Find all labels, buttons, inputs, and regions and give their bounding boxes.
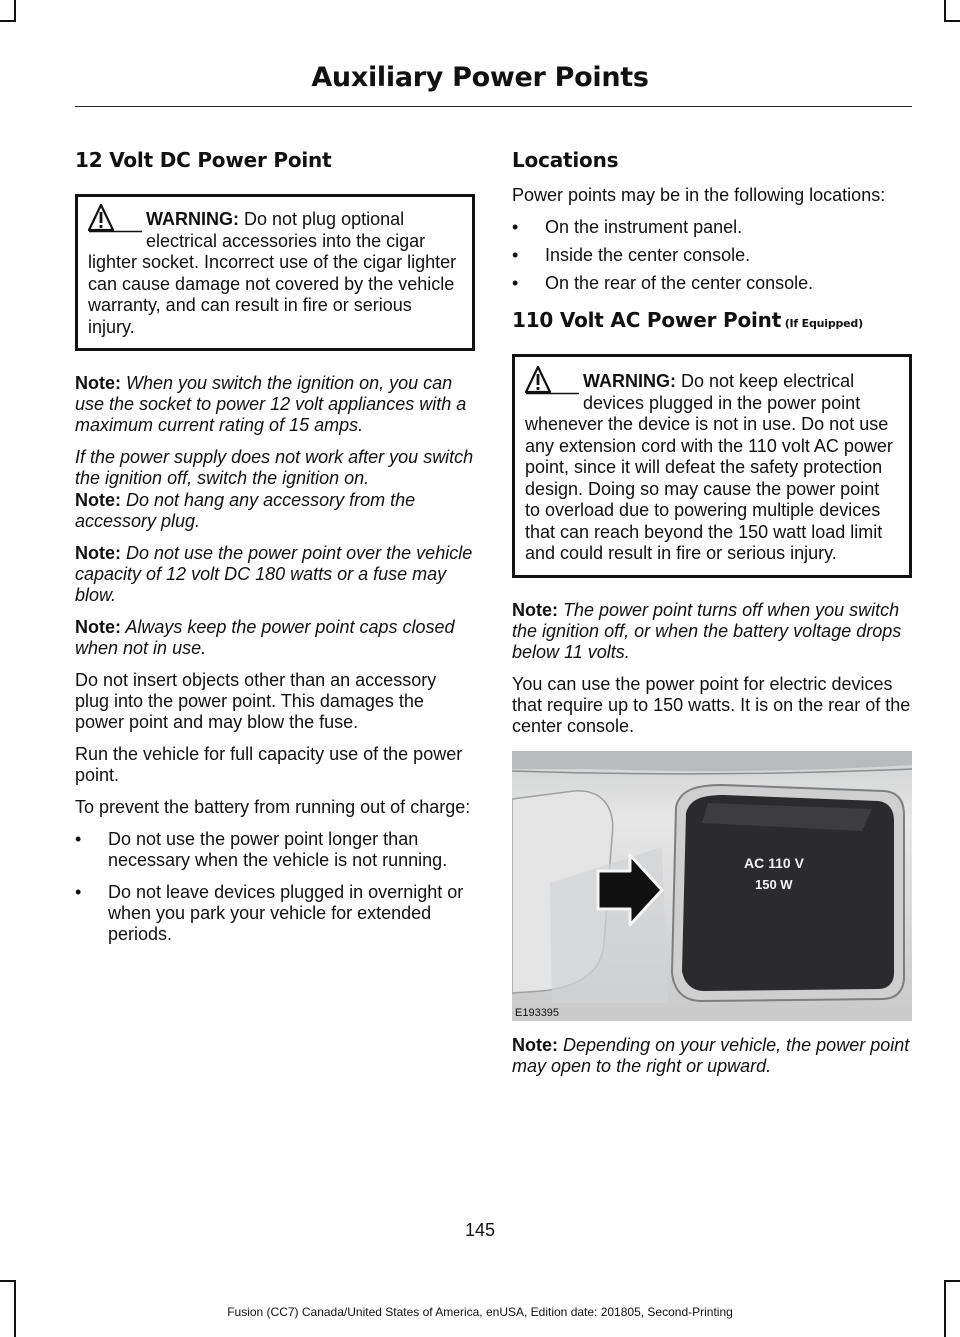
note-label: Note: <box>75 373 121 393</box>
note-label: Note: <box>512 1034 558 1055</box>
note-text: Always keep the power point caps closed when not in use. <box>75 617 455 658</box>
paragraph: You can use the power point for electric devices that require up to 150 watts. It is on the rear of the center console. <box>512 673 911 736</box>
warning-text: Do not plug optional electrical accessories into the cigar lighter socket. Incorrect use of the cigar lighter can cause damage not covered by the vehicle warranty, and can result in fire or serious injury. <box>88 209 457 337</box>
section-heading <box>512 308 912 336</box>
note-label: Note: <box>75 617 121 637</box>
note <box>75 373 475 436</box>
page-number: 145 <box>464 1220 496 1240</box>
page-title: Auxiliary Power Points <box>311 62 649 93</box>
paragraph: To prevent the battery from running out of charge: <box>75 797 471 817</box>
list-item: • Do not use the power point longer than necessary when the vehicle is not running. <box>75 829 475 871</box>
italic-paragraph <box>75 447 475 489</box>
paragraph: Run the vehicle for full capacity use of the power point. <box>75 744 463 785</box>
note-label: Note: <box>75 490 121 510</box>
note-text: The power point turns off when you switch the ignition off, or when the battery voltage drops below 11 volts. <box>512 599 902 662</box>
crop-mark <box>944 0 946 22</box>
title-divider <box>75 106 912 107</box>
section-heading: 12 Volt DC Power Point <box>75 148 332 172</box>
italic-text: If the power supply does not work after you switch the ignition off, switch the ignition on. <box>75 447 474 488</box>
section-heading: Locations <box>512 148 619 172</box>
list-item: • On the rear of the center console. <box>512 273 912 294</box>
paragraph: Power points may be in the following locations: <box>512 185 886 205</box>
bullet-list <box>75 829 475 945</box>
crop-mark <box>0 1280 16 1282</box>
figure-label-watts: 150 W <box>755 876 793 892</box>
note-label: Note: <box>512 599 558 620</box>
note-label: Note: <box>75 543 121 563</box>
note <box>75 617 475 659</box>
warning-label: WARNING: <box>583 371 676 391</box>
list-item: • Do not leave devices plugged in overnight or when you park your vehicle for extended periods. <box>75 882 475 945</box>
crop-mark <box>944 1280 960 1282</box>
warning-text: Do not keep electrical devices plugged in the power point whenever the device is not in use. Do not use any extension cord with the 110 volt AC power point, since it will defeat the safety protection design. Doing so may cause the power point to overload due to powering multiple devices that can reach beyond the 150 watt load limit and could result in fire or serious injury. <box>525 371 893 563</box>
left-column <box>75 148 475 945</box>
note-text: Do not hang any accessory from the accessory plug. <box>75 490 416 531</box>
warning-box <box>75 194 475 351</box>
heading-qualifier: (If Equipped) <box>781 317 863 330</box>
crop-mark <box>944 20 960 22</box>
note <box>75 543 475 606</box>
list-item: • On the instrument panel. <box>512 217 912 238</box>
warning-triangle-icon <box>525 365 579 395</box>
locations-list <box>512 217 912 294</box>
crop-mark <box>14 0 16 22</box>
warning-triangle-icon <box>88 203 142 233</box>
footer-edition: Fusion (CC7) Canada/United States of America, enUSA, Edition date: 201805, Second-Printing <box>227 1305 733 1319</box>
list-item: • Inside the center console. <box>512 245 912 266</box>
note-text: When you switch the ignition on, you can use the socket to power 12 volt appliances with a maximum current rating of 15 amps. <box>75 373 467 435</box>
heading-text: 110 Volt AC Power Point <box>512 308 782 332</box>
note-text: Depending on your vehicle, the power point may open to the right or upward. <box>512 1034 910 1076</box>
figure-label-voltage: AC 110 V <box>744 854 804 871</box>
note <box>75 490 475 532</box>
note-text: Do not use the power point over the vehicle capacity of 12 volt DC 180 watts or a fuse may blow. <box>75 543 473 605</box>
power-point-figure <box>512 751 912 1021</box>
note <box>512 600 912 663</box>
warning-label: WARNING: <box>146 209 239 229</box>
figure-id: E193395 <box>515 1006 560 1019</box>
warning-box <box>512 354 912 578</box>
paragraph: Do not insert objects other than an accessory plug into the power point. This damages the power point and may blow the fuse. <box>75 670 437 732</box>
right-column <box>512 148 912 1077</box>
power-point-illustration <box>512 751 912 1021</box>
note <box>512 1035 912 1077</box>
crop-mark <box>0 20 16 22</box>
